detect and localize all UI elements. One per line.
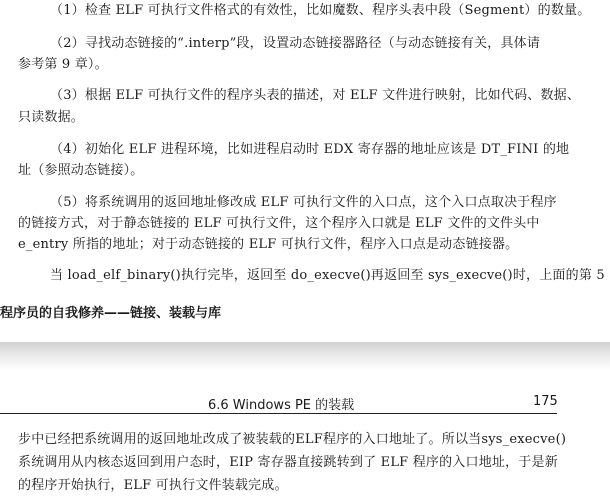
text-line: （3）根据 ELF 可执行文件的程序头表的描述，对 ELF 文件进行映射，比如代码、数据、 (50, 88, 581, 103)
text-line: 参考第 9 章）。 (18, 57, 108, 72)
book-title-footer: 程序员的自我修养——链接、装载与库 (0, 306, 222, 321)
text-line: 的程序开始执行，ELF 可执行文件装载完成。 (18, 478, 288, 493)
text-line: 只读数据。 (18, 110, 85, 125)
page-gap (0, 342, 610, 370)
text-line: 的链接方式，对于静态链接的 ELF 可执行文件，这个程序入口就是 ELF 文件的文件头中 (18, 216, 540, 231)
text-line: 址（参照动态链接）。 (18, 163, 144, 178)
text-line: 步中已经把系统调用的返回地址改成了被装载的ELF程序的入口地址了。所以当sys_execve() (18, 432, 567, 447)
page-number: 175 (533, 394, 558, 409)
header-rule (0, 413, 557, 414)
text-line: e_entry 所指的地址；对于动态链接的 ELF 可执行文件，程序入口点是动态链接器。 (18, 237, 519, 252)
section-header: 6.6 Windows PE 的装载 (208, 398, 355, 413)
text-line: 当 load_elf_binary()执行完毕，返回至 do_execve()再返回至 sys_execve()时，上面的第 5 (50, 268, 605, 283)
text-line: （1）检查 ELF 可执行文件格式的有效性，比如魔数、程序头表中段（Segment）的数量。 (50, 3, 591, 18)
text-line: 系统调用从内核态返回到用户态时，EIP 寄存器直接跳转到了 ELF 程序的入口地址，于是新 (18, 455, 558, 470)
text-line: （2）寻找动态链接的“.interp”段，设置动态链接器路径（与动态链接有关，具体请 (50, 36, 541, 51)
text-line: （5）将系统调用的返回地址修改成 ELF 可执行文件的入口点，这个入口点取决于程序 (50, 195, 557, 210)
book-page-lower (0, 370, 610, 503)
text-line: （4）初始化 ELF 进程环境，比如进程启动时 EDX 寄存器的地址应该是 DT_FINI 的地 (50, 142, 570, 157)
